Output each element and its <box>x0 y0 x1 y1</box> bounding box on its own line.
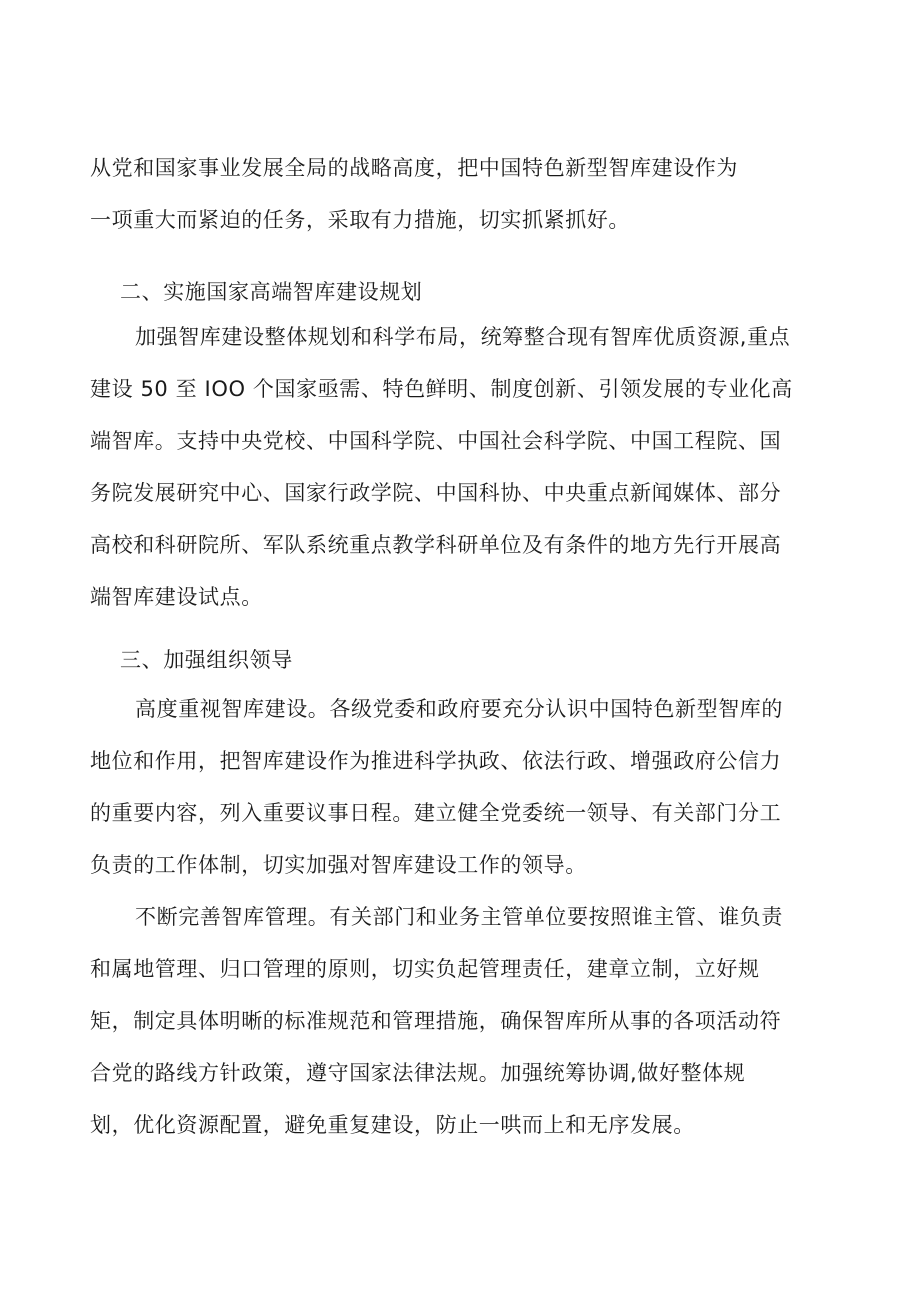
paragraph-line: 加强智库建设整体规划和科学布局，统筹整合现有智库优质资源,重点 <box>135 325 791 349</box>
paragraph-line: 端智库。支持中央党校、中国科学院、中国社会科学院、中国工程院、国 <box>90 429 782 453</box>
paragraph-line: 和属地管理、归口管理的原则，切实负起管理责任，建章立制，立好规 <box>90 957 760 981</box>
paragraph-line: 的重要内容，列入重要议事日程。建立健全党委统一领导、有关部门分工 <box>90 801 782 825</box>
paragraph-line: 负责的工作体制，切实加强对智库建设工作的领导。 <box>90 853 587 877</box>
paragraph-line: 地位和作用，把智库建设作为推进科学执政、依法行政、增强政府公信力 <box>90 749 782 773</box>
paragraph-line: 高度重视智库建设。各级党委和政府要充分认识中国特色新型智库的 <box>135 697 783 721</box>
intro-line: 一项重大而紧迫的任务，采取有力措施，切实抓紧抓好。 <box>90 208 630 232</box>
paragraph-line: 划，优化资源配置，避免重复建设，防止一哄而上和无序发展。 <box>90 1113 695 1137</box>
paragraph-line: 矩，制定具体明晰的标准规范和管理措施，确保智库所从事的各项活动符 <box>90 1009 782 1033</box>
paragraph-line: 不断完善智库管理。有关部门和业务主管单位要按照谁主管、谁负责 <box>135 905 783 929</box>
paragraph-line: 建设 50 至 IOO 个国家亟需、特色鲜明、制度创新、引领发展的专业化高 <box>90 377 793 401</box>
paragraph-line: 高校和科研院所、军队系统重点教学科研单位及有条件的地方先行开展高 <box>90 533 782 557</box>
paragraph-line: 合党的路线方针政策，遵守国家法律法规。加强统筹协调,做好整体规 <box>90 1061 746 1085</box>
section-heading: 二、实施国家高端智库建设规划 <box>120 280 423 304</box>
section-heading: 三、加强组织领导 <box>120 648 293 672</box>
paragraph-line: 端智库建设试点。 <box>90 585 263 609</box>
paragraph-line: 务院发展研究中心、国家行政学院、中国科协、中央重点新闻媒体、部分 <box>90 481 782 505</box>
intro-line: 从党和国家事业发展全局的战略高度，把中国特色新型智库建设作为 <box>90 156 738 180</box>
